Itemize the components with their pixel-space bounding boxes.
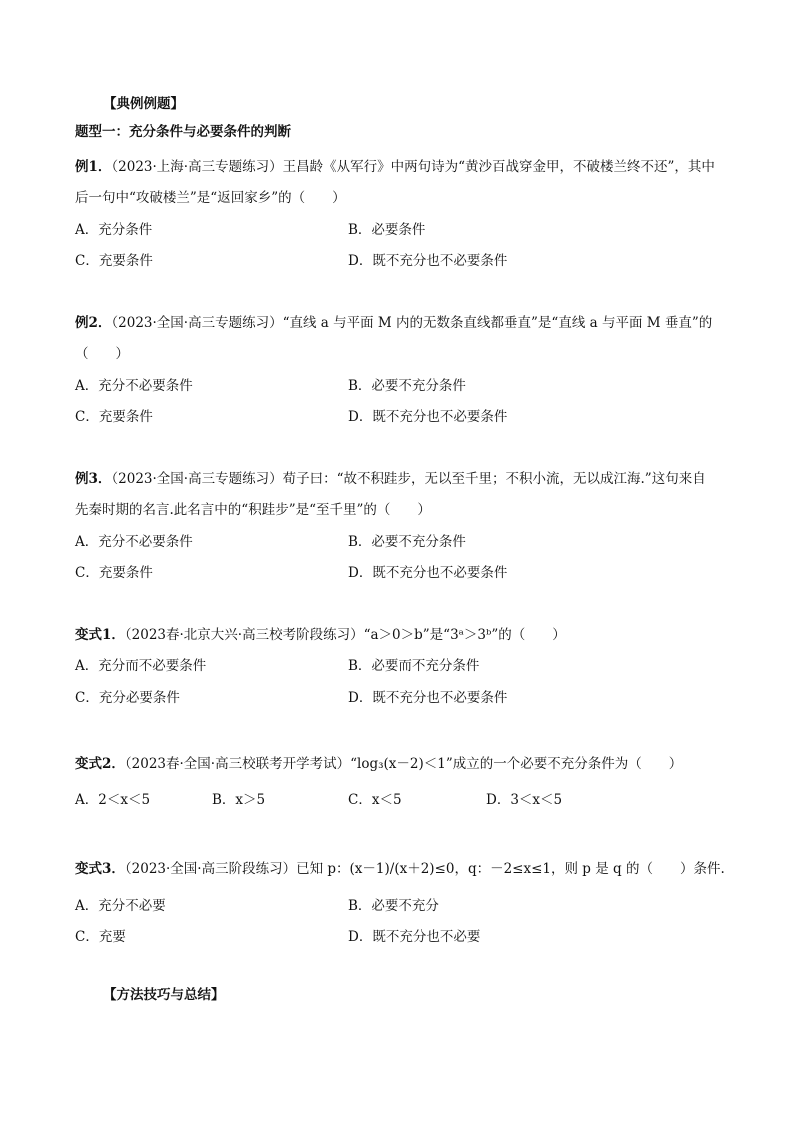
question-text-line: （2023春·全国·高三校联考开学考试）“log₃(x－2)＜1”成立的一个必要不充分条件为（ ）	[124, 756, 683, 772]
question-text-line: （2023春·北京大兴·高三校考阶段练习）“a＞0＞b”是“3ᵃ＞3ᵇ”的（ ）	[124, 627, 566, 643]
option-a[interactable]: A．2＜x＜5	[75, 792, 151, 808]
question-text-line: 后一句中“攻破楼兰”是“返回家乡”的（ ）	[75, 190, 346, 206]
option-d[interactable]: D．既不充分也不必要	[348, 929, 481, 945]
option-c[interactable]: C．充分必要条件	[75, 690, 180, 706]
question-text-line: （ ）	[75, 346, 129, 362]
question-text-line: （2023·上海·高三专题练习）王昌龄《从军行》中两句诗为“黄沙百战穿金甲，不破楼兰终不还”，其中	[111, 159, 715, 175]
option-b[interactable]: B．必要不充分	[348, 898, 439, 914]
question-text-line: （2023·全国·高三专题练习）荀子曰：“故不积跬步，无以至千里；不积小流，无以成江海.”这句来自	[111, 471, 706, 487]
option-a[interactable]: A．充分不必要	[75, 898, 166, 914]
question-label: 例3．	[75, 471, 112, 487]
option-d[interactable]: D．既不充分也不必要条件	[348, 409, 508, 425]
option-b[interactable]: B．必要条件	[348, 222, 426, 238]
option-d[interactable]: D．3＜x＜5	[486, 792, 563, 808]
option-b[interactable]: B．x＞5	[212, 792, 266, 808]
option-a[interactable]: A．充分不必要条件	[75, 534, 193, 550]
question-label: 变式3．	[75, 861, 125, 877]
question-text-line: 先秦时期的名言.此名言中的“积跬步”是“至千里”的（ ）	[75, 502, 431, 518]
option-d[interactable]: D．既不充分也不必要条件	[348, 690, 508, 706]
question-text-line: （2023·全国·高三阶段练习）已知 p：(x－1)/(x＋2)≤0，q：－2≤x≤1，则 p 是 q 的（ ）条件.	[124, 861, 725, 877]
option-d[interactable]: D．既不充分也不必要条件	[348, 565, 508, 581]
option-a[interactable]: A．充分而不必要条件	[75, 658, 207, 674]
option-c[interactable]: C．充要	[75, 929, 126, 945]
examples-heading: 【典例例题】	[103, 96, 184, 112]
question-label: 例1．	[75, 159, 112, 175]
option-b[interactable]: B．必要不充分条件	[348, 378, 466, 394]
option-d[interactable]: D．既不充分也不必要条件	[348, 253, 508, 269]
question-label: 变式1．	[75, 627, 125, 643]
option-c[interactable]: C．充要条件	[75, 253, 153, 269]
option-c[interactable]: C．充要条件	[75, 409, 153, 425]
option-b[interactable]: B．必要不充分条件	[348, 534, 466, 550]
methods-heading: 【方法技巧与总结】	[103, 987, 225, 1003]
question-label: 变式2．	[75, 756, 125, 772]
option-a[interactable]: A．充分不必要条件	[75, 378, 193, 394]
option-c[interactable]: C．x＜5	[348, 792, 402, 808]
option-c[interactable]: C．充要条件	[75, 565, 153, 581]
question-label: 例2．	[75, 315, 112, 331]
option-a[interactable]: A．充分条件	[75, 222, 153, 238]
option-b[interactable]: B．必要而不充分条件	[348, 658, 480, 674]
type1-heading: 题型一：充分条件与必要条件的判断	[75, 124, 291, 140]
question-text-line: （2023·全国·高三专题练习）“直线 a 与平面 M 内的无数条直线都垂直”是“直线 a 与平面 M 垂直”的	[111, 315, 713, 331]
